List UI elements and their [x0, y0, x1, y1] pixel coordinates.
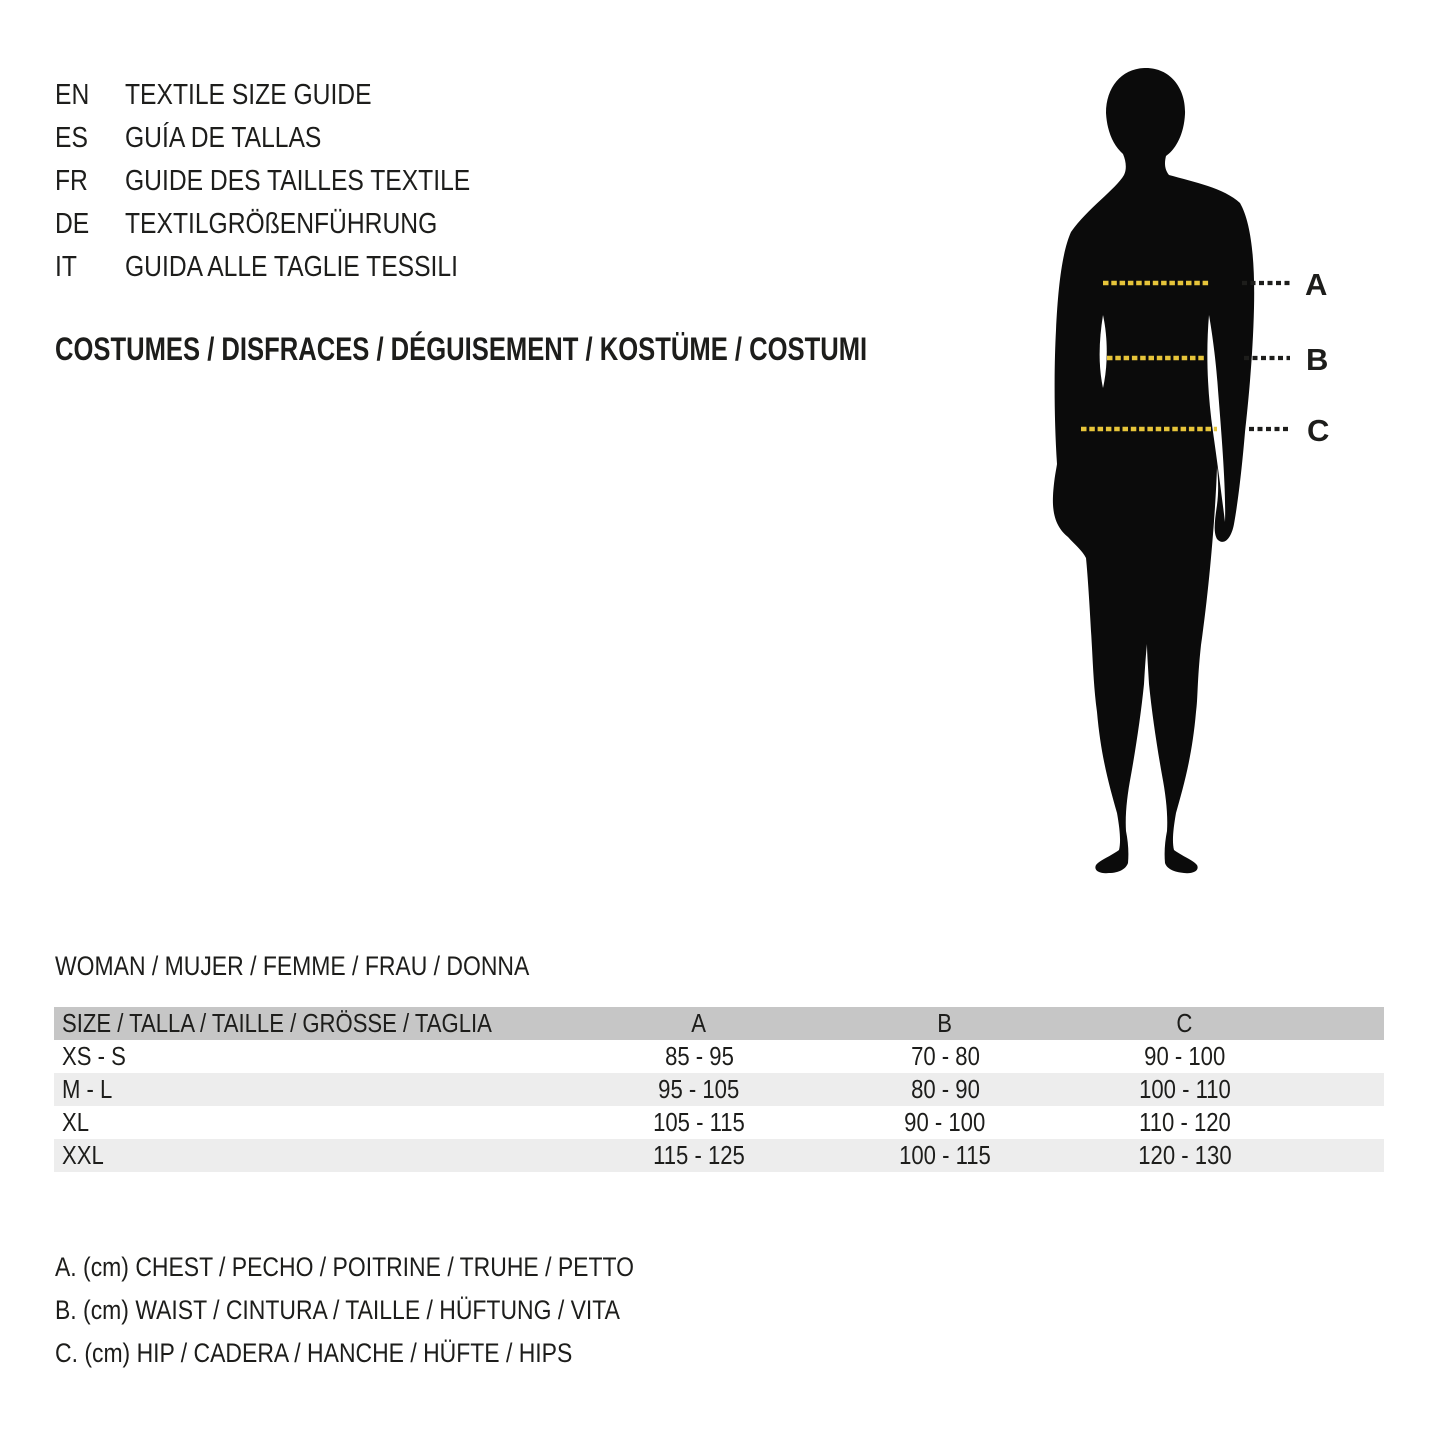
language-title: GUIDA ALLE TAGLIE TESSILI: [125, 251, 458, 283]
cell-a: 85 - 95: [664, 1041, 734, 1071]
language-code: FR: [55, 165, 88, 197]
cell-a: 105 - 115: [653, 1107, 745, 1137]
legend-item-a: A. (cm) CHEST / PECHO / POITRINE / TRUHE / PETTO: [55, 1252, 634, 1282]
language-code: ES: [55, 122, 88, 154]
language-row: [55, 160, 531, 203]
legend-item-b: B. (cm) WAIST / CINTURA / TAILLE / HÜFTUNG / VITA: [55, 1295, 620, 1325]
cell-b: 80 - 90: [910, 1074, 980, 1104]
table-header-row: [54, 1007, 1384, 1040]
header-size-label: SIZE / TALLA / TAILLE / GRÖSSE / TAGLIA: [62, 1008, 492, 1038]
row-size-label: M - L: [62, 1074, 113, 1104]
measurement-figure: [1020, 60, 1360, 900]
measurement-label-a: A: [1305, 267, 1328, 302]
row-size-label: XL: [62, 1107, 90, 1137]
language-code: EN: [55, 79, 90, 111]
language-list: [55, 74, 531, 289]
size-table: [54, 1007, 1384, 1172]
category-title: COSTUMES / DISFRACES / DÉGUISEMENT / KOSTÜME / COSTUMI: [55, 331, 868, 367]
legend-item-c: C. (cm) HIP / CADERA / HANCHE / HÜFTE / HIPS: [55, 1338, 573, 1368]
cell-c: 90 - 100: [1143, 1041, 1226, 1071]
language-title: GUÍA DE TALLAS: [125, 122, 322, 154]
cell-b: 70 - 80: [910, 1041, 980, 1071]
language-code: IT: [55, 251, 77, 283]
table-row: [54, 1106, 1384, 1139]
cell-c: 120 - 130: [1137, 1140, 1232, 1170]
language-row: [55, 246, 531, 289]
language-row: [55, 74, 531, 117]
header-col-a: A: [691, 1008, 707, 1038]
language-row: [55, 117, 531, 160]
language-code: DE: [55, 208, 90, 240]
cell-a: 115 - 125: [653, 1140, 745, 1170]
cell-c: 110 - 120: [1138, 1107, 1231, 1137]
header-col-b: B: [937, 1008, 953, 1038]
cell-b: 100 - 115: [899, 1140, 991, 1170]
measurement-label-c: C: [1307, 413, 1330, 448]
row-size-label: XXL: [62, 1140, 104, 1170]
cell-b: 90 - 100: [904, 1107, 986, 1137]
section-title-woman: WOMAN / MUJER / FEMME / FRAU / DONNA: [55, 951, 530, 981]
table-row: [54, 1139, 1384, 1172]
cell-c: 100 - 110: [1138, 1074, 1231, 1104]
woman-silhouette-svg: [1020, 60, 1360, 900]
cell-a: 95 - 105: [658, 1074, 740, 1104]
language-row: [55, 203, 531, 246]
row-size-label: XS - S: [62, 1041, 126, 1071]
measurement-label-b: B: [1306, 342, 1329, 377]
table-row: [54, 1073, 1384, 1106]
woman-silhouette: [1053, 68, 1254, 873]
header-col-c: C: [1176, 1008, 1193, 1038]
language-title: GUIDE DES TAILLES TEXTILE: [125, 165, 471, 197]
language-title: TEXTILE SIZE GUIDE: [125, 79, 372, 111]
measurement-legend: [55, 1246, 736, 1375]
table-row: [54, 1040, 1384, 1073]
language-title: TEXTILGRÖßENFÜHRUNG: [125, 208, 438, 240]
